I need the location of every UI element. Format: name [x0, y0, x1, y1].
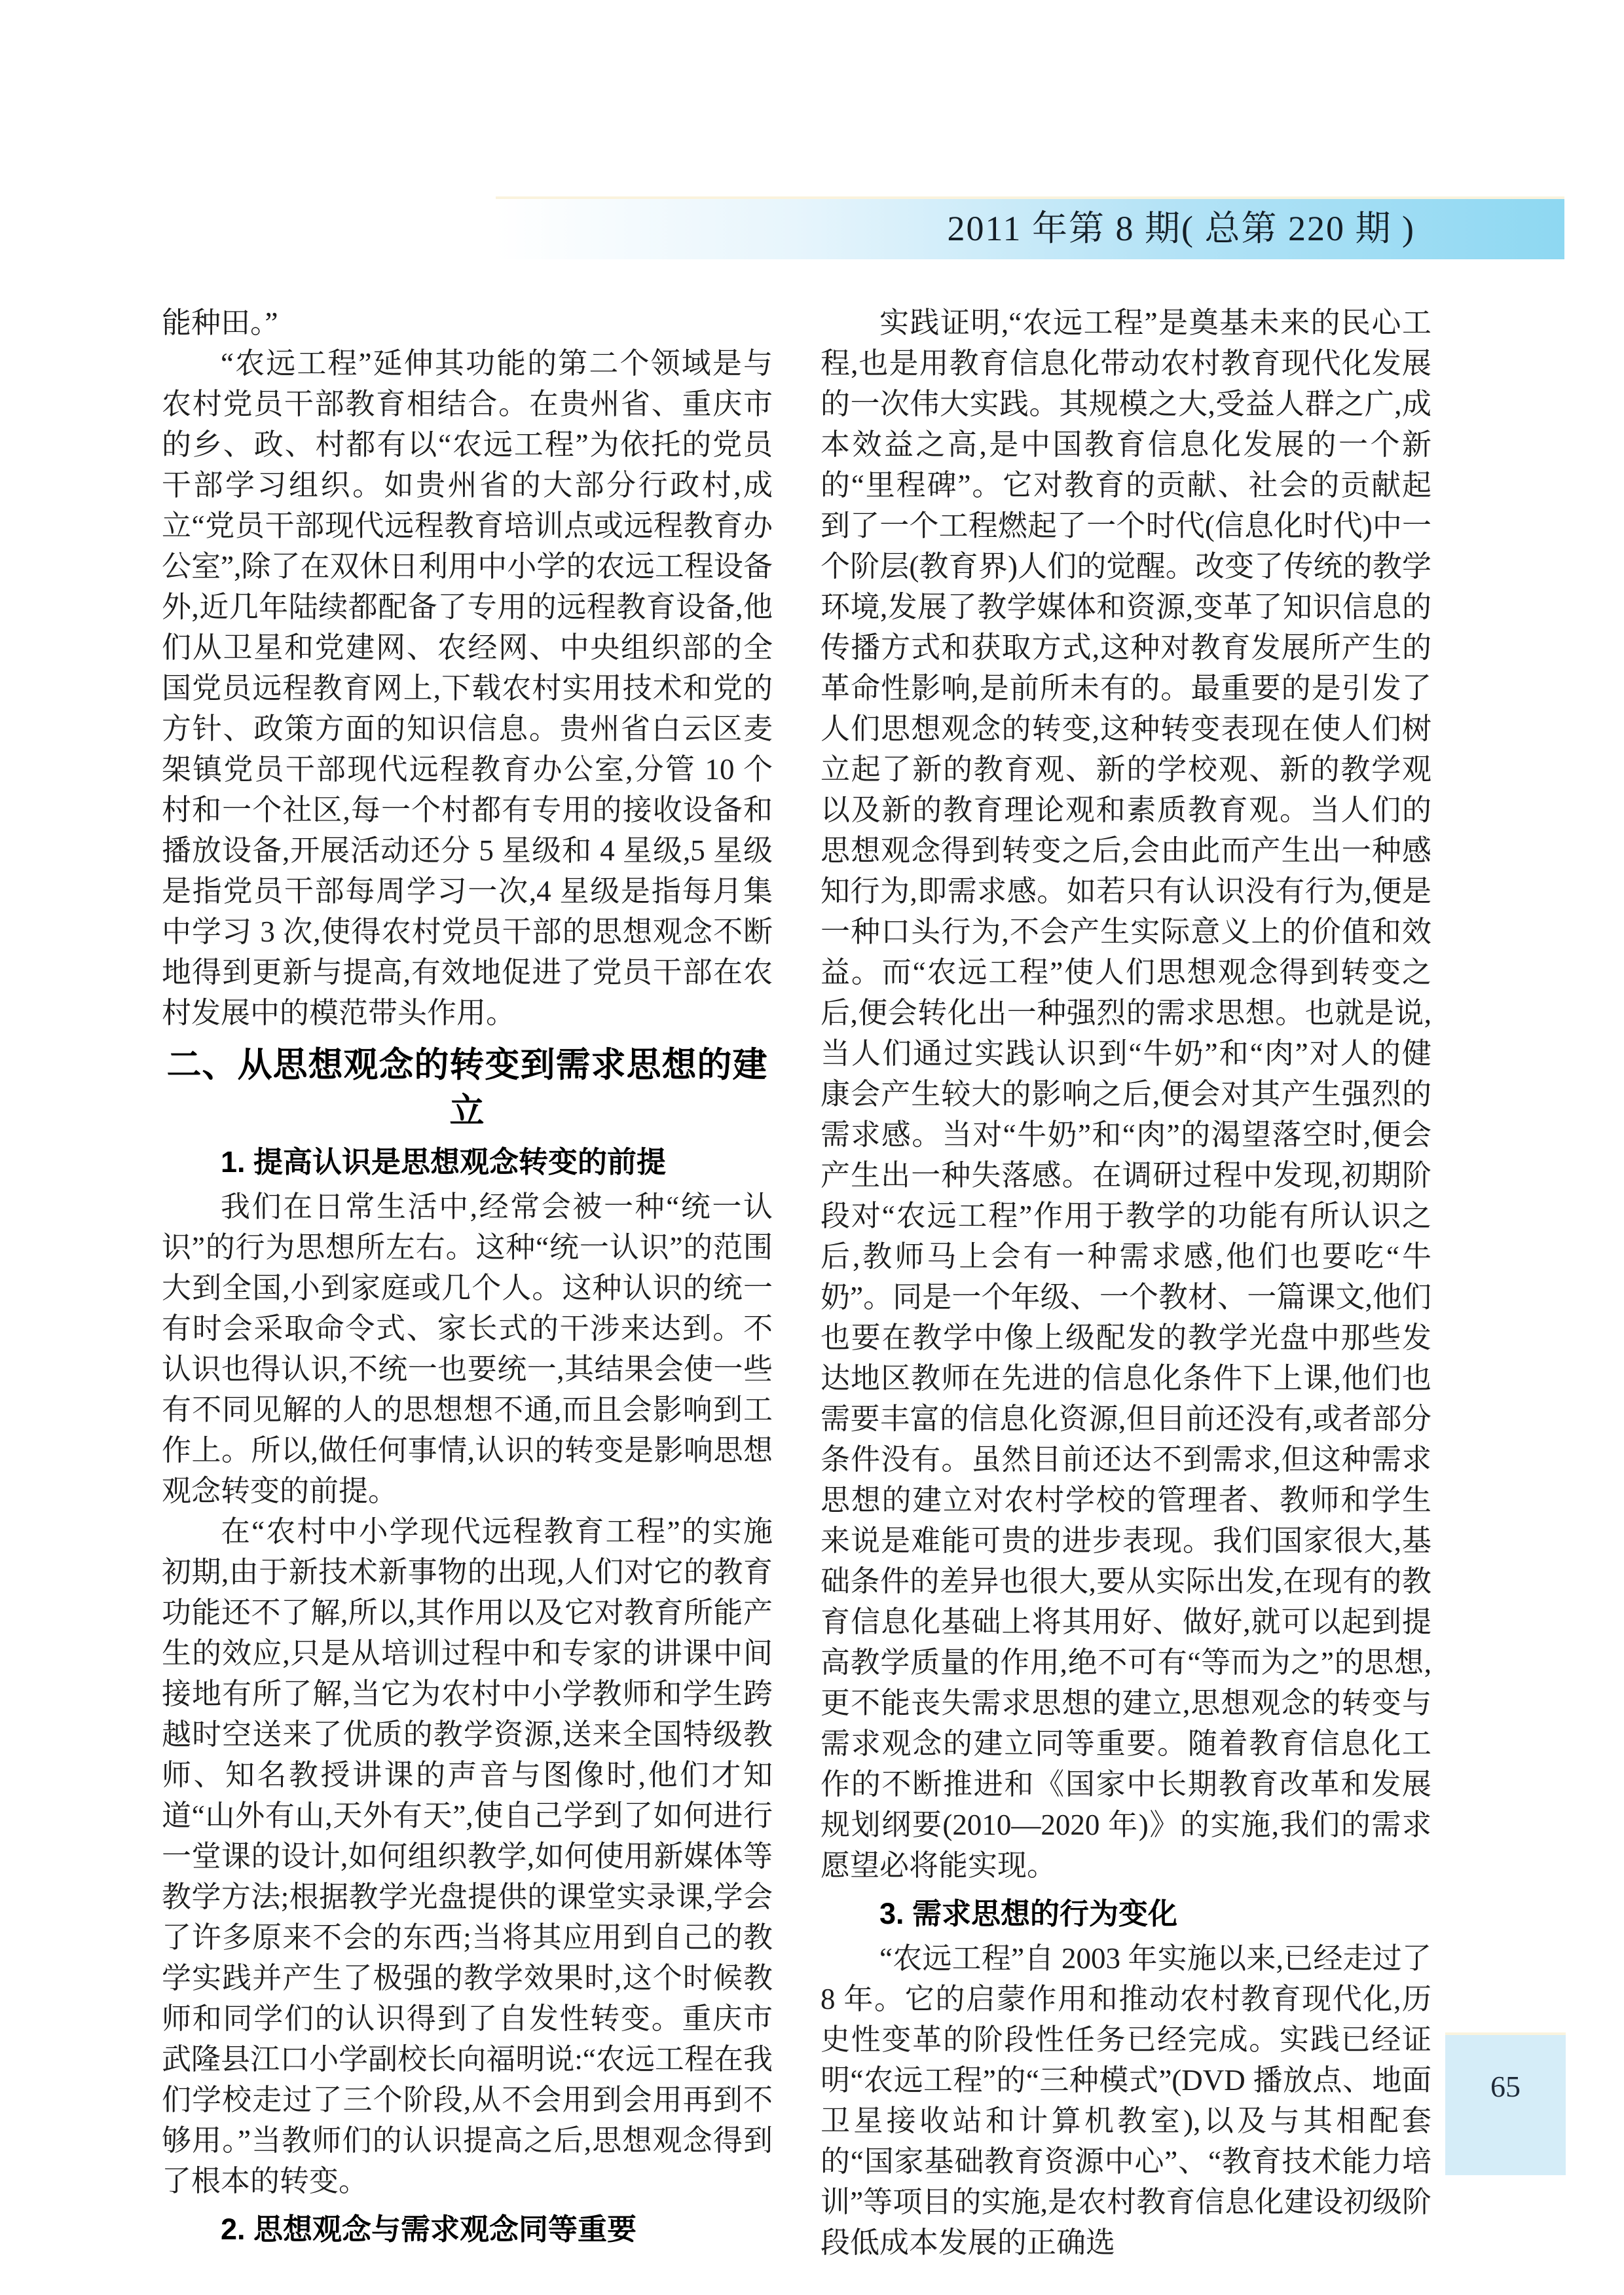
- right-column: [821, 303, 1431, 2263]
- paragraph: 我们在日常生活中,经常会被一种“统一认识”的行为思想所左右。这种“统一认识”的范围大到全国,小到家庭或几个人。这种认识的统一有时会采取命令式、家长式的干涉来达到。不认识也得认识,不统一也要统一,其结果会使一些有不同见解的人的思想想不通,而且会影响到工作上。所以,做任何事情,认识的转变是影响思想观念转变的前提。: [162, 1190, 773, 1507]
- paragraph: “农远工程”延伸其功能的第二个领域是与农村党员干部教育相结合。在贵州省、重庆市的乡、政、村都有以“农远工程”为依托的党员干部学习组织。如贵州省的大部分行政村,成立“党员干部现代远程教育培训点或远程教育办公室”,除了在双休日利用中小学的农远工程设备外,近几年陆续都配备了专用的远程教育设备,他们从卫星和党建网、农经网、中央组织部的全国党员远程教育网上,下载农村实用技术和党的方针、政策方面的知识信息。贵州省白云区麦架镇党员干部现代远程教育办公室,分管 10 个村和一个社区,每一个村都有专用的接收设备和播放设备,开展活动还分 5 星级和 4 星级,5 星级是指党员干部每周学习一次,4 星级是指每月集中学习 3 次,使得农村党员干部的思想观念不断地得到更新与提高,有效地促进了党员干部在农村发展中的模范带头作用。: [162, 347, 773, 1029]
- subsection-heading-2: 2. 思想观念与需求观念同等重要: [221, 2212, 637, 2246]
- page-number: 65: [1490, 2070, 1521, 2103]
- section-heading: 二、从思想观念的转变到需求思想的建立: [166, 1046, 768, 1130]
- paragraph: 在“农村中小学现代远程教育工程”的实施初期,由于新技术新事物的出现,人们对它的教育功能还不了解,所以,其作用以及它对教育所能产生的效应,只是从培训过程中和专家的讲课中间接地有所了解,当它为农村中小学教师和学生跨越时空送来了优质的教学资源,送来全国特级教师、知名教授讲课的声音与图像时,他们才知道“山外有山,天外有天”,使自己学到了如何进行一堂课的设计,如何组织教学,如何使用新媒体等教学方法;根据教学光盘提供的课堂实录课,学会了许多原来不会的东西;当将其应用到自己的教学实践并产生了极强的教学效果时,这个时候教师和同学们的认识得到了自发性转变。重庆市武隆县江口小学副校长向福明说:“农远工程在我们学校走过了三个阶段,从不会用到会用再到不够用。”当教师们的认识提高之后,思想观念得到了根本的转变。: [162, 1515, 773, 2197]
- subsection-heading-1: 1. 提高认识是思想观念转变的前提: [221, 1145, 667, 1179]
- issue-header-bar: [496, 196, 1564, 259]
- paragraph-continuation: 能种田。”: [162, 306, 278, 339]
- subsection-heading-3: 3. 需求思想的行为变化: [879, 1897, 1178, 1930]
- page-number-box: [1445, 2032, 1566, 2175]
- paragraph: “农远工程”自 2003 年实施以来,已经走过了 8 年。它的启蒙作用和推动农村教育现代化,历史性变革的阶段性任务已经完成。实践已经证明“农远工程”的“三种模式”(DVD 播放点、地面卫星接收站和计算机教室),以及与其相配套的“国家基础教育资源中心”、“教育技术能力培训”等项目的实施,是农村教育信息化建设初级阶段低成本发展的正确选: [821, 1942, 1431, 2259]
- journal-issue-label: 2011 年第 8 期( 总第 220 期 ): [947, 209, 1415, 248]
- left-column: [162, 303, 773, 2254]
- paragraph: 实践证明,“农远工程”是奠基未来的民心工程,也是用教育信息化带动农村教育现代化发展的一次伟大实践。其规模之大,受益人群之广,成本效益之高,是中国教育信息化发展的一个新的“里程碑”。它对教育的贡献、社会的贡献起到了一个工程燃起了一个时代(信息化时代)中一个阶层(教育界)人们的觉醒。改变了传统的教学环境,发展了教学媒体和资源,变革了知识信息的传播方式和获取方式,这种对教育发展所产生的革命性影响,是前所未有的。最重要的是引发了人们思想观念的转变,这种转变表现在使人们树立起了新的教育观、新的学校观、新的教学观以及新的教育理论观和素质教育观。当人们的思想观念得到转变之后,会由此而产生出一种感知行为,即需求感。如若只有认识没有行为,便是一种口头行为,不会产生实际意义上的价值和效益。而“农远工程”使人们思想观念得到转变之后,便会转化出一种强烈的需求思想。也就是说,当人们通过实践认识到“牛奶”和“肉”对人的健康会产生较大的影响之后,便会对其产生强烈的需求感。当对“牛奶”和“肉”的渴望落空时,便会产生出一种失落感。在调研过程中发现,初期阶段对“农远工程”作用于教学的功能有所认识之后,教师马上会有一种需求感,他们也要吃“牛奶”。同是一个年级、一个教材、一篇课文,他们也要在教学中像上级配发的教学光盘中那些发达地区教师在先进的信息化条件下上课,他们也需要丰富的信息化资源,但目前还没有,或者部分条件没有。虽然目前还达不到需求,但这种需求思想的建立对农村学校的管理者、教师和学生来说是难能可贵的进步表现。我们国家很大,基础条件的差异也很大,要从实际出发,在现有的教育信息化基础上将其用好、做好,就可以起到提高教学质量的作用,绝不可有“等而为之”的思想,更不能丧失需求思想的建立,思想观念的转变与需求观念的建立同等重要。随着教育信息化工作的不断推进和《国家中长期教育改革和发展规划纲要(2010—2020 年)》的实施,我们的需求愿望必将能实现。: [821, 306, 1431, 1882]
